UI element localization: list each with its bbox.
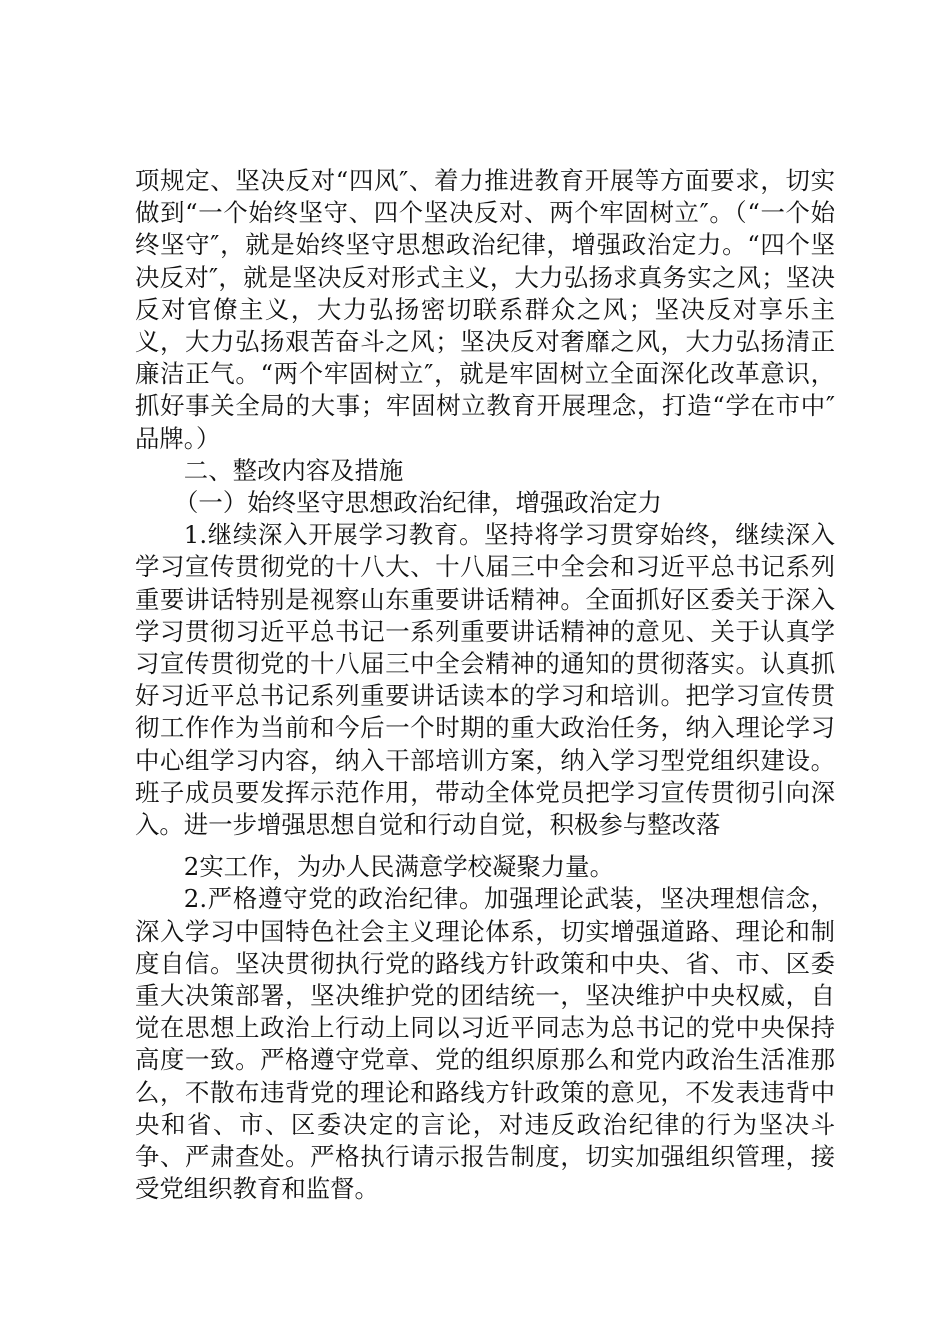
paragraph-item-2: 2.严格遵守党的政治纪律。加强理论武装，坚决理想信念，深入学习中国特色社会主义理论体系，切实增强道路、理论和制度自信。坚决贯彻执行党的路线方针政策和中央、省、市、区委重大决策部署，坚决维护党的团结统一，坚决维护中央权威，自觉在思想上政治上行动上同以习近平同志为总书记的党中央保持高度一致。严格遵守党章、党的组织原那么和党内政治生活准那么，不散布违背党的理论和路线方针政策的意见，不发表违背中央和省、市、区委决定的言论，对违反政治纪律的行为坚决斗争、严肃查处。严格执行请示报告制度，切实加强组织管理，接受党组织教育和监督。 <box>135 884 835 1204</box>
paragraph-continuation: 项规定、坚决反对“四风″、着力推进教育开展等方面要求，切实做到“一个始终坚守、四个坚决反对、两个牢固树立″。（“一个始终坚守″，就是始终坚守思想政治纪律，增强政治定力。“四个坚决反对″，就是坚决反对形式主义，大力弘扬求真务实之风；坚决反对官僚主义，大力弘扬密切联系群众之风；坚决反对享乐主义，大力弘扬艰苦奋斗之风；坚决反对奢靡之风，大力弘扬清正廉洁正气。“两个牢固树立″，就是牢固树立全面深化改革意识，抓好事关全局的大事；牢固树立教育开展理念，打造“学在市中″品牌。） <box>135 166 835 453</box>
section-heading: 二、整改内容及措施 <box>183 455 404 485</box>
subsection-heading: （一）始终坚守思想政治纪律，增强政治定力 <box>174 488 662 518</box>
document-body <box>135 165 835 1206</box>
paragraph-page-break-fragment: 2实工作，为办人民满意学校凝聚力量。 <box>183 852 614 882</box>
paragraph-item-1: 1.继续深入开展学习教育。坚持将学习贯穿始终，继续深入学习宣传贯彻党的十八大、十八届三中全会和习近平总书记系列重要讲话特别是视察山东重要讲话精神。全面抓好区委关于深入学习贯彻习近平总书记一系列重要讲话精神的意见、关于认真学习宣传贯彻党的十八届三中全会精神的通知的贯彻落实。认真抓好习近平总书记系列重要讲话读本的学习和培训。把学习宣传贯彻工作作为当前和今后一个时期的重大政治任务，纳入理论学习中心组学习内容，纳入干部培训方案，纳入学习型党组织建设。班子成员要发挥示范作用，带动全体党员把学习宣传贯彻引向深入。进一步增强思想自觉和行动自觉，积极参与整改落 <box>135 520 835 840</box>
